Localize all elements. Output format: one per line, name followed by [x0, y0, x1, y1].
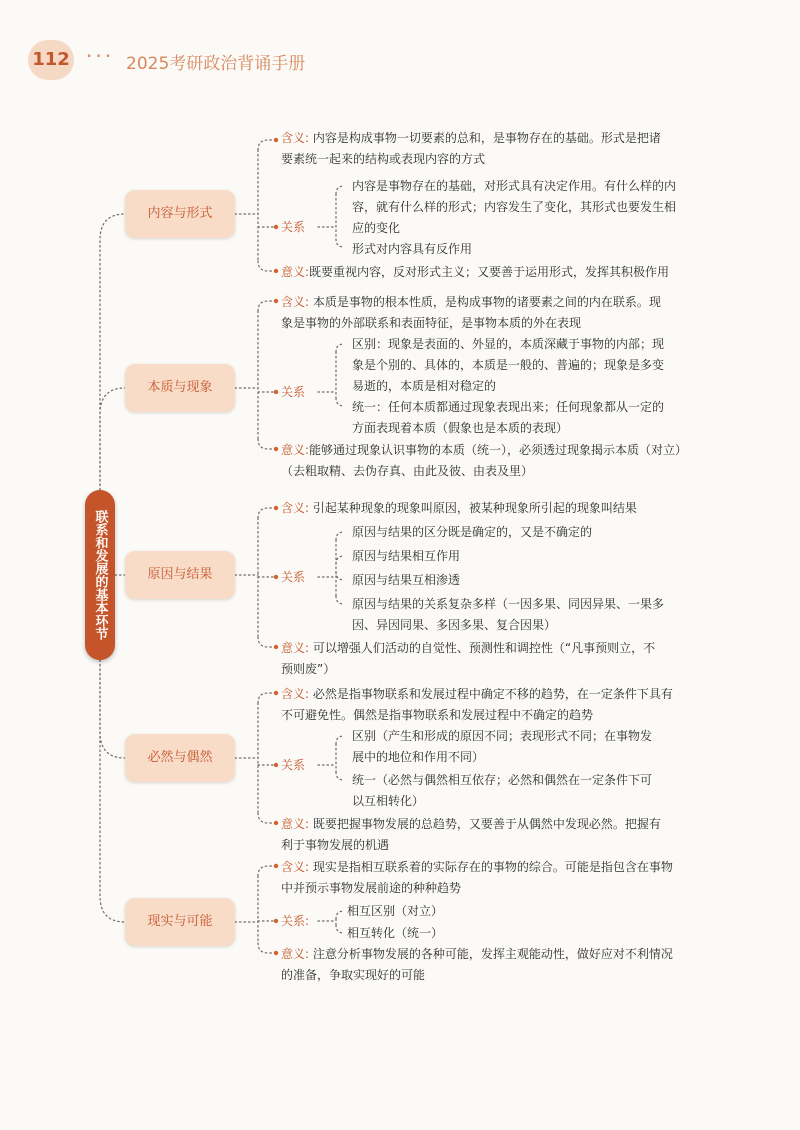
relation-item: 内容是事物存在的基础，对形式具有决定作用。有什么样的内: [352, 179, 677, 193]
connector-dot: [274, 691, 278, 695]
significance-label: 意义:: [281, 817, 310, 831]
relation-item-cont: 因、异因同果、多因多果、复合因果）: [352, 618, 557, 632]
meaning-label: 含义:: [281, 295, 310, 309]
meaning-text-cont: 象是事物的外部联系和表面特征，是事物本质的外在表现: [281, 316, 582, 330]
connector-line: [336, 532, 344, 540]
connector-dot: [274, 390, 278, 394]
page-number-badge: 112: [28, 40, 74, 80]
meaning-text: 含义: 引起某种现象的现象叫原因，被某种现象所引起的现象叫结果: [281, 501, 637, 515]
connector-line: [100, 214, 125, 490]
connector-line: [336, 772, 344, 780]
connector-dot: [274, 299, 278, 303]
header-dots: ···: [86, 44, 115, 68]
significance-text-cont: 的准备，争取实现好的可能: [281, 968, 426, 982]
connector-line: [336, 186, 344, 194]
topic-label: 必然与偶然: [147, 750, 213, 765]
significance-text: 意义: 注意分析事物发展的各种可能，发挥主观能动性，做好应对不利情况: [281, 947, 673, 961]
connector-dot: [274, 645, 278, 649]
connector-line: [258, 301, 276, 311]
relation-item: 区别：现象是表面的、外显的，本质深藏于事物的内部；现: [352, 337, 665, 351]
topic-node-essence-phenomenon: [125, 364, 235, 412]
relation-item-cont: 展中的地位和作用不同）: [352, 750, 485, 764]
meaning-text-cont: 要素统一起来的结构或表现内容的方式: [281, 152, 486, 166]
meaning-text: 含义: 现实是指相互联系着的实际存在的事物的综合。可能是指包含在事物: [281, 860, 673, 874]
topic-node-content-form: [125, 190, 235, 238]
relation-item: 区别（产生和形成的原因不同；表现形式不同；在事物发: [352, 729, 653, 743]
topic-node-necessity-chance: [125, 734, 235, 782]
significance-label: 意义:: [281, 947, 310, 961]
connector-line: [100, 660, 125, 758]
connector-line: [258, 439, 276, 449]
significance-text: 意义:既要重视内容，反对形式主义；又要善于运用形式，发挥其积极作用: [281, 265, 670, 279]
relation-item-cont: 易逝的，本质是相对稳定的: [352, 379, 497, 393]
connector-dot: [274, 919, 278, 923]
meaning-text: 含义: 必然是指事物联系和发展过程中确定不移的趋势，在一定条件下具有: [281, 687, 673, 701]
connector-line: [336, 911, 344, 919]
connector-dot: [274, 138, 278, 142]
connector-line: [336, 596, 344, 604]
connector-line: [258, 140, 276, 150]
relation-label: 关系: [281, 385, 306, 399]
connector-line: [258, 943, 276, 953]
connector-dot: [274, 951, 278, 955]
connector-dot: [274, 506, 278, 510]
relation-item: 原因与结果互相渗透: [352, 573, 461, 587]
relation-item-cont: 方面表现着本质（假象也是本质的表现）: [352, 421, 569, 435]
connector-line: [100, 388, 125, 490]
relation-item: 统一：任何本质都通过现象表现出来；任何现象都从一定的: [352, 400, 665, 414]
relation-label: 关系: [281, 758, 306, 772]
connector-line: [100, 660, 125, 922]
topic-label: 本质与现象: [147, 380, 213, 395]
connector-dot: [274, 821, 278, 825]
meaning-text-cont: 中并预示事物发展前途的种种趋势: [281, 881, 462, 895]
book-title: 2025考研政治背诵手册: [126, 54, 306, 74]
topic-label: 内容与形式: [147, 206, 213, 221]
connector-line: [336, 344, 344, 352]
relation-label: 关系:: [281, 914, 310, 928]
meaning-label: 含义:: [281, 687, 310, 701]
root-topic-label: 联系和发展的基本环节: [92, 510, 108, 640]
root-topic-node: [85, 490, 115, 660]
connector-line: [258, 693, 276, 703]
topic-label: 原因与结果: [147, 567, 213, 582]
connector-line: [336, 556, 344, 564]
significance-label: 意义:: [281, 265, 310, 279]
meaning-text: 含义: 本质是事物的根本性质，是构成事物的诸要素之间的内在联系。现: [281, 295, 661, 309]
relation-item-cont: 以互相转化）: [352, 794, 425, 808]
meaning-label: 含义:: [281, 860, 310, 874]
relation-item: 相互区别（对立）: [347, 904, 444, 918]
relation-item: 原因与结果的区分既是确定的，又是不确定的: [352, 525, 593, 539]
significance-text-cont: 利于事物发展的机遇: [281, 838, 390, 852]
meaning-label: 含义:: [281, 131, 310, 145]
relation-item-cont: 应的变化: [352, 221, 401, 235]
connector-line: [336, 925, 344, 933]
relation-item: 原因与结果相互作用: [352, 549, 461, 563]
connector-line: [258, 261, 276, 271]
significance-text: 意义:能够通过现象认识事物的本质（统一），必须透过现象揭示本质（对立）: [281, 443, 688, 457]
relation-item-cont: 容，就有什么样的形式；内容发生了变化，其形式也要发生相: [352, 200, 677, 214]
connector-dot: [274, 763, 278, 767]
relation-item-cont: 象是个别的、具体的，本质是一般的、普遍的；现象是多变: [352, 358, 665, 372]
relation-item: 统一（必然与偶然相互依存；必然和偶然在一定条件下可: [352, 773, 653, 787]
connector-dot: [274, 447, 278, 451]
connector-line: [258, 813, 276, 823]
connector-dot: [274, 225, 278, 229]
significance-text: 意义: 既要把握事物发展的总趋势，又要善于从偶然中发现必然。把握有: [281, 817, 661, 831]
significance-label: 意义:: [281, 443, 310, 457]
relation-label: 关系: [281, 570, 306, 584]
significance-label: 意义:: [281, 641, 310, 655]
relation-label: 关系: [281, 220, 306, 234]
meaning-text: 含义: 内容是构成事物一切要素的总和，是事物存在的基础。形式是把诸: [281, 131, 661, 145]
significance-text-cont: （去粗取精、去伪存真、由此及彼、由表及里）: [281, 464, 534, 478]
connector-dot: [274, 269, 278, 273]
connector-dot: [274, 864, 278, 868]
significance-text-cont: 预则废”）: [281, 662, 336, 676]
relation-item: 相互转化（统一）: [347, 926, 444, 940]
meaning-label: 含义:: [281, 501, 310, 515]
connector-line: [336, 398, 344, 406]
connector-line: [258, 866, 276, 876]
connector-line: [258, 637, 276, 647]
relation-item: 形式对内容具有反作用: [352, 242, 473, 256]
topic-label: 现实与可能: [147, 914, 213, 929]
connector-line: [336, 736, 344, 744]
connector-line: [336, 239, 344, 247]
topic-node-cause-effect: [125, 551, 235, 599]
connector-line: [258, 508, 276, 518]
meaning-text-cont: 不可避免性。偶然是指事物联系和发展过程中不确定的趋势: [281, 708, 594, 722]
connector-line: [336, 572, 344, 580]
relation-item: 原因与结果的关系复杂多样（一因多果、同因异果、一果多: [352, 597, 665, 611]
significance-text: 意义: 可以增强人们活动的自觉性、预测性和调控性（“凡事预则立，不: [281, 641, 656, 655]
topic-node-reality-possibility: [125, 898, 235, 946]
connector-dot: [274, 575, 278, 579]
